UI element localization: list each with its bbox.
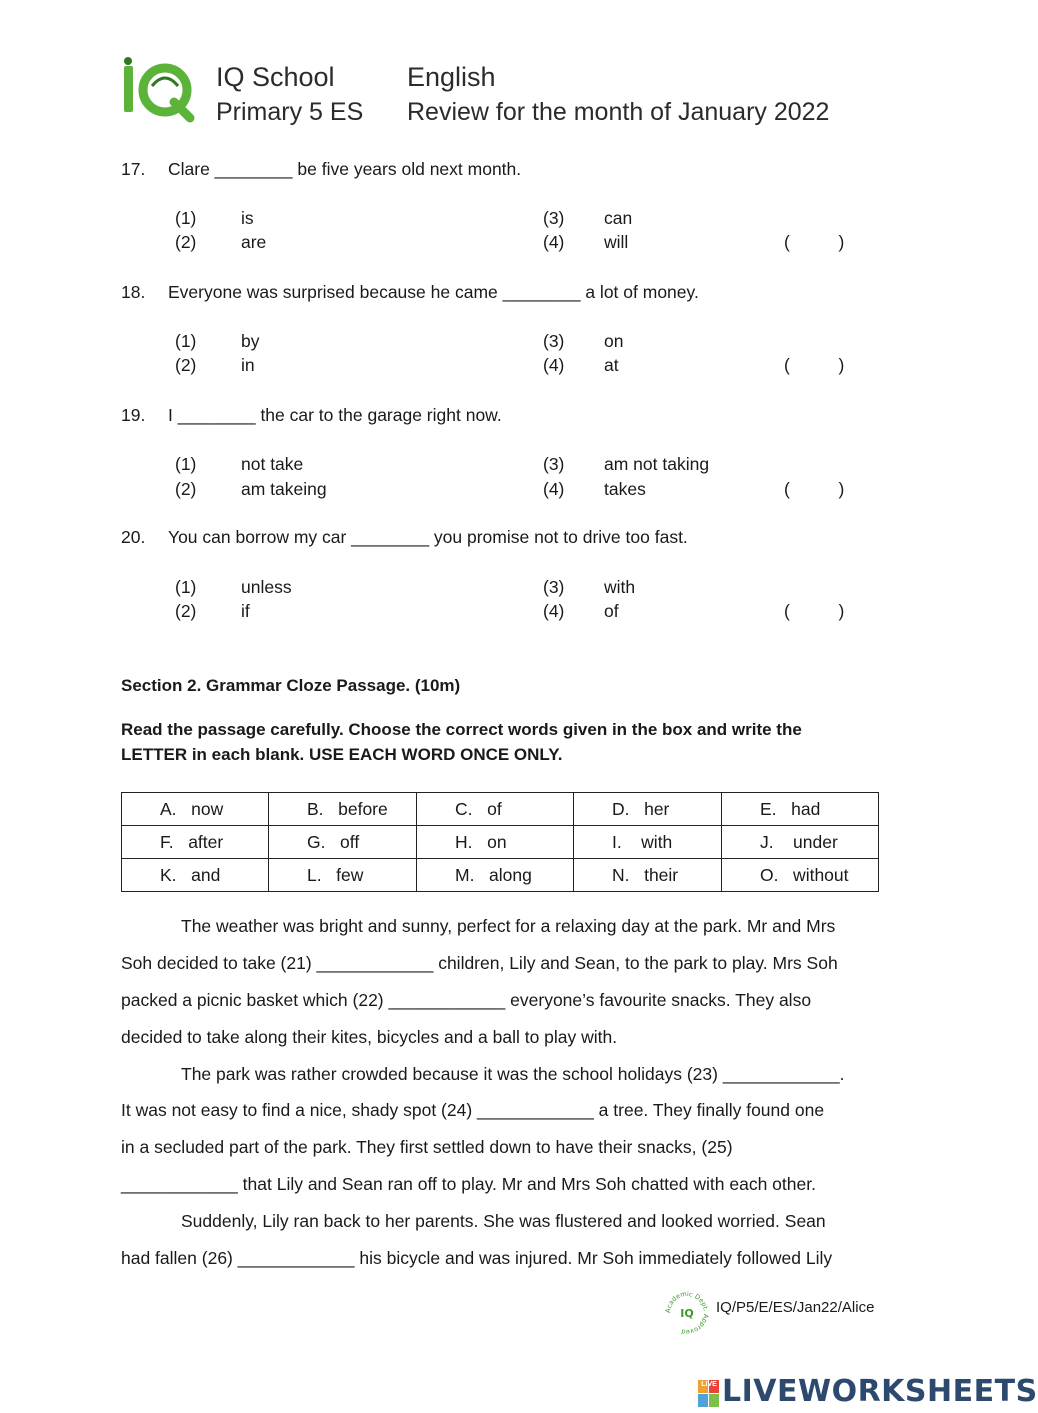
passage-line: in a secluded part of the park. They first settled down to have their snacks, (25) [121,1137,733,1157]
word-option: A. now [122,793,269,826]
word-option: H. on [417,826,574,859]
option-number: (3) [543,331,565,351]
question-number: 17. [121,159,146,179]
option-number: (4) [543,355,565,375]
passage-line: decided to take along their kites, bicycles and a ball to play with. [121,1027,618,1047]
stamp-logo: IQ [680,1307,694,1320]
class-level: Primary 5 ES [216,98,364,126]
option-number: (4) [543,601,565,621]
stamp-text: Academic Dept. Approved [663,1289,711,1337]
passage-line: The park was rather crowded because it was the school holidays (23) ____________. [181,1064,845,1084]
question-stem: You can borrow my car ________ you promise not to drive too fast. [168,527,688,547]
option-text: by [241,331,260,351]
review-title: Review for the month of January 2022 [407,98,830,126]
option-number: (4) [543,479,565,499]
option-text: on [604,331,624,351]
option-number: (1) [175,577,197,597]
option-text: with [604,577,636,597]
passage-line: Suddenly, Lily ran back to her parents. She was flustered and looked worried. Sean [181,1211,826,1231]
question-number: 20. [121,527,146,547]
option-text: am takeing [241,479,327,499]
option-number: (2) [175,232,197,252]
word-option: C. of [417,793,574,826]
option-number: (3) [543,454,565,474]
option-text: in [241,355,255,375]
answer-bracket[interactable]: ( ) [784,479,845,499]
passage-line: It was not easy to find a nice, shady spot (24) ____________ a tree. They finally found one [121,1100,825,1120]
instruction-line-2: LETTER in each blank. USE EACH WORD ONCE ONLY. [121,745,563,764]
option-text: takes [604,479,646,499]
instruction-line-1: Read the passage carefully. Choose the correct words given in the box and write the [121,720,802,739]
passage-line: had fallen (26) ____________ his bicycle and was injured. Mr Soh immediately followed Lily [121,1248,833,1268]
subject-name: English [407,62,496,92]
liveworksheets-badge-text: LIVE [701,1381,717,1388]
word-box [121,792,879,892]
option-text: if [241,601,250,621]
option-number: (3) [543,577,565,597]
option-number: (2) [175,479,197,499]
word-option: G. off [269,826,417,859]
option-text: at [604,355,619,375]
option-text: can [604,208,633,228]
passage-line: Soh decided to take (21) ____________ children, Lily and Sean, to the park to play. Mrs Soh [121,953,838,973]
question-number: 19. [121,405,146,425]
word-option: O. without [722,859,879,892]
word-option: D. her [574,793,722,826]
approval-stamp [662,1288,712,1338]
word-option: L. few [269,859,417,892]
word-box-row [122,826,879,859]
word-option: K. and [122,859,269,892]
option-text: unless [241,577,292,597]
answer-bracket[interactable]: ( ) [784,355,845,375]
school-name: IQ School [216,62,335,92]
option-number: (1) [175,208,197,228]
word-box-row [122,793,879,826]
section-title: Section 2. Grammar Cloze Passage. (10m) [121,676,461,695]
option-number: (3) [543,208,565,228]
word-option: N. their [574,859,722,892]
word-option: I. with [574,826,722,859]
option-number: (2) [175,601,197,621]
question-stem: Everyone was surprised because he came ________ a lot of money. [168,282,699,302]
question-stem: Clare ________ be five years old next month. [168,159,522,179]
answer-bracket[interactable]: ( ) [784,601,845,621]
answer-bracket[interactable]: ( ) [784,232,845,252]
school-logo [120,56,194,122]
document-code: IQ/P5/E/ES/Jan22/Alice [716,1299,875,1316]
passage-line: The weather was bright and sunny, perfect for a relaxing day at the park. Mr and Mrs [181,916,836,936]
liveworksheets-brand[interactable]: LIVEWORKSHEETS [722,1374,1038,1409]
word-option: E. had [722,793,879,826]
option-text: of [604,601,619,621]
option-number: (2) [175,355,197,375]
approved-stamp-icon [662,1288,712,1338]
word-option: B. before [269,793,417,826]
iq-logo-icon [120,56,194,122]
option-text: not take [241,454,304,474]
word-option: F. after [122,826,269,859]
passage-line: packed a picnic basket which (22) ____________ everyone’s favourite snacks. They also [121,990,812,1010]
option-number: (1) [175,331,197,351]
word-box-row [122,859,879,892]
question-number: 18. [121,282,146,302]
word-option: M. along [417,859,574,892]
option-text: is [241,208,254,228]
option-number: (4) [543,232,565,252]
option-text: will [604,232,629,252]
option-number: (1) [175,454,197,474]
question-stem: I ________ the car to the garage right now. [168,405,502,425]
option-text: are [241,232,267,252]
option-text: am not taking [604,454,710,474]
passage-line: ____________ that Lily and Sean ran off to play. Mr and Mrs Soh chatted with each other. [121,1174,816,1194]
word-option: J. under [722,826,879,859]
